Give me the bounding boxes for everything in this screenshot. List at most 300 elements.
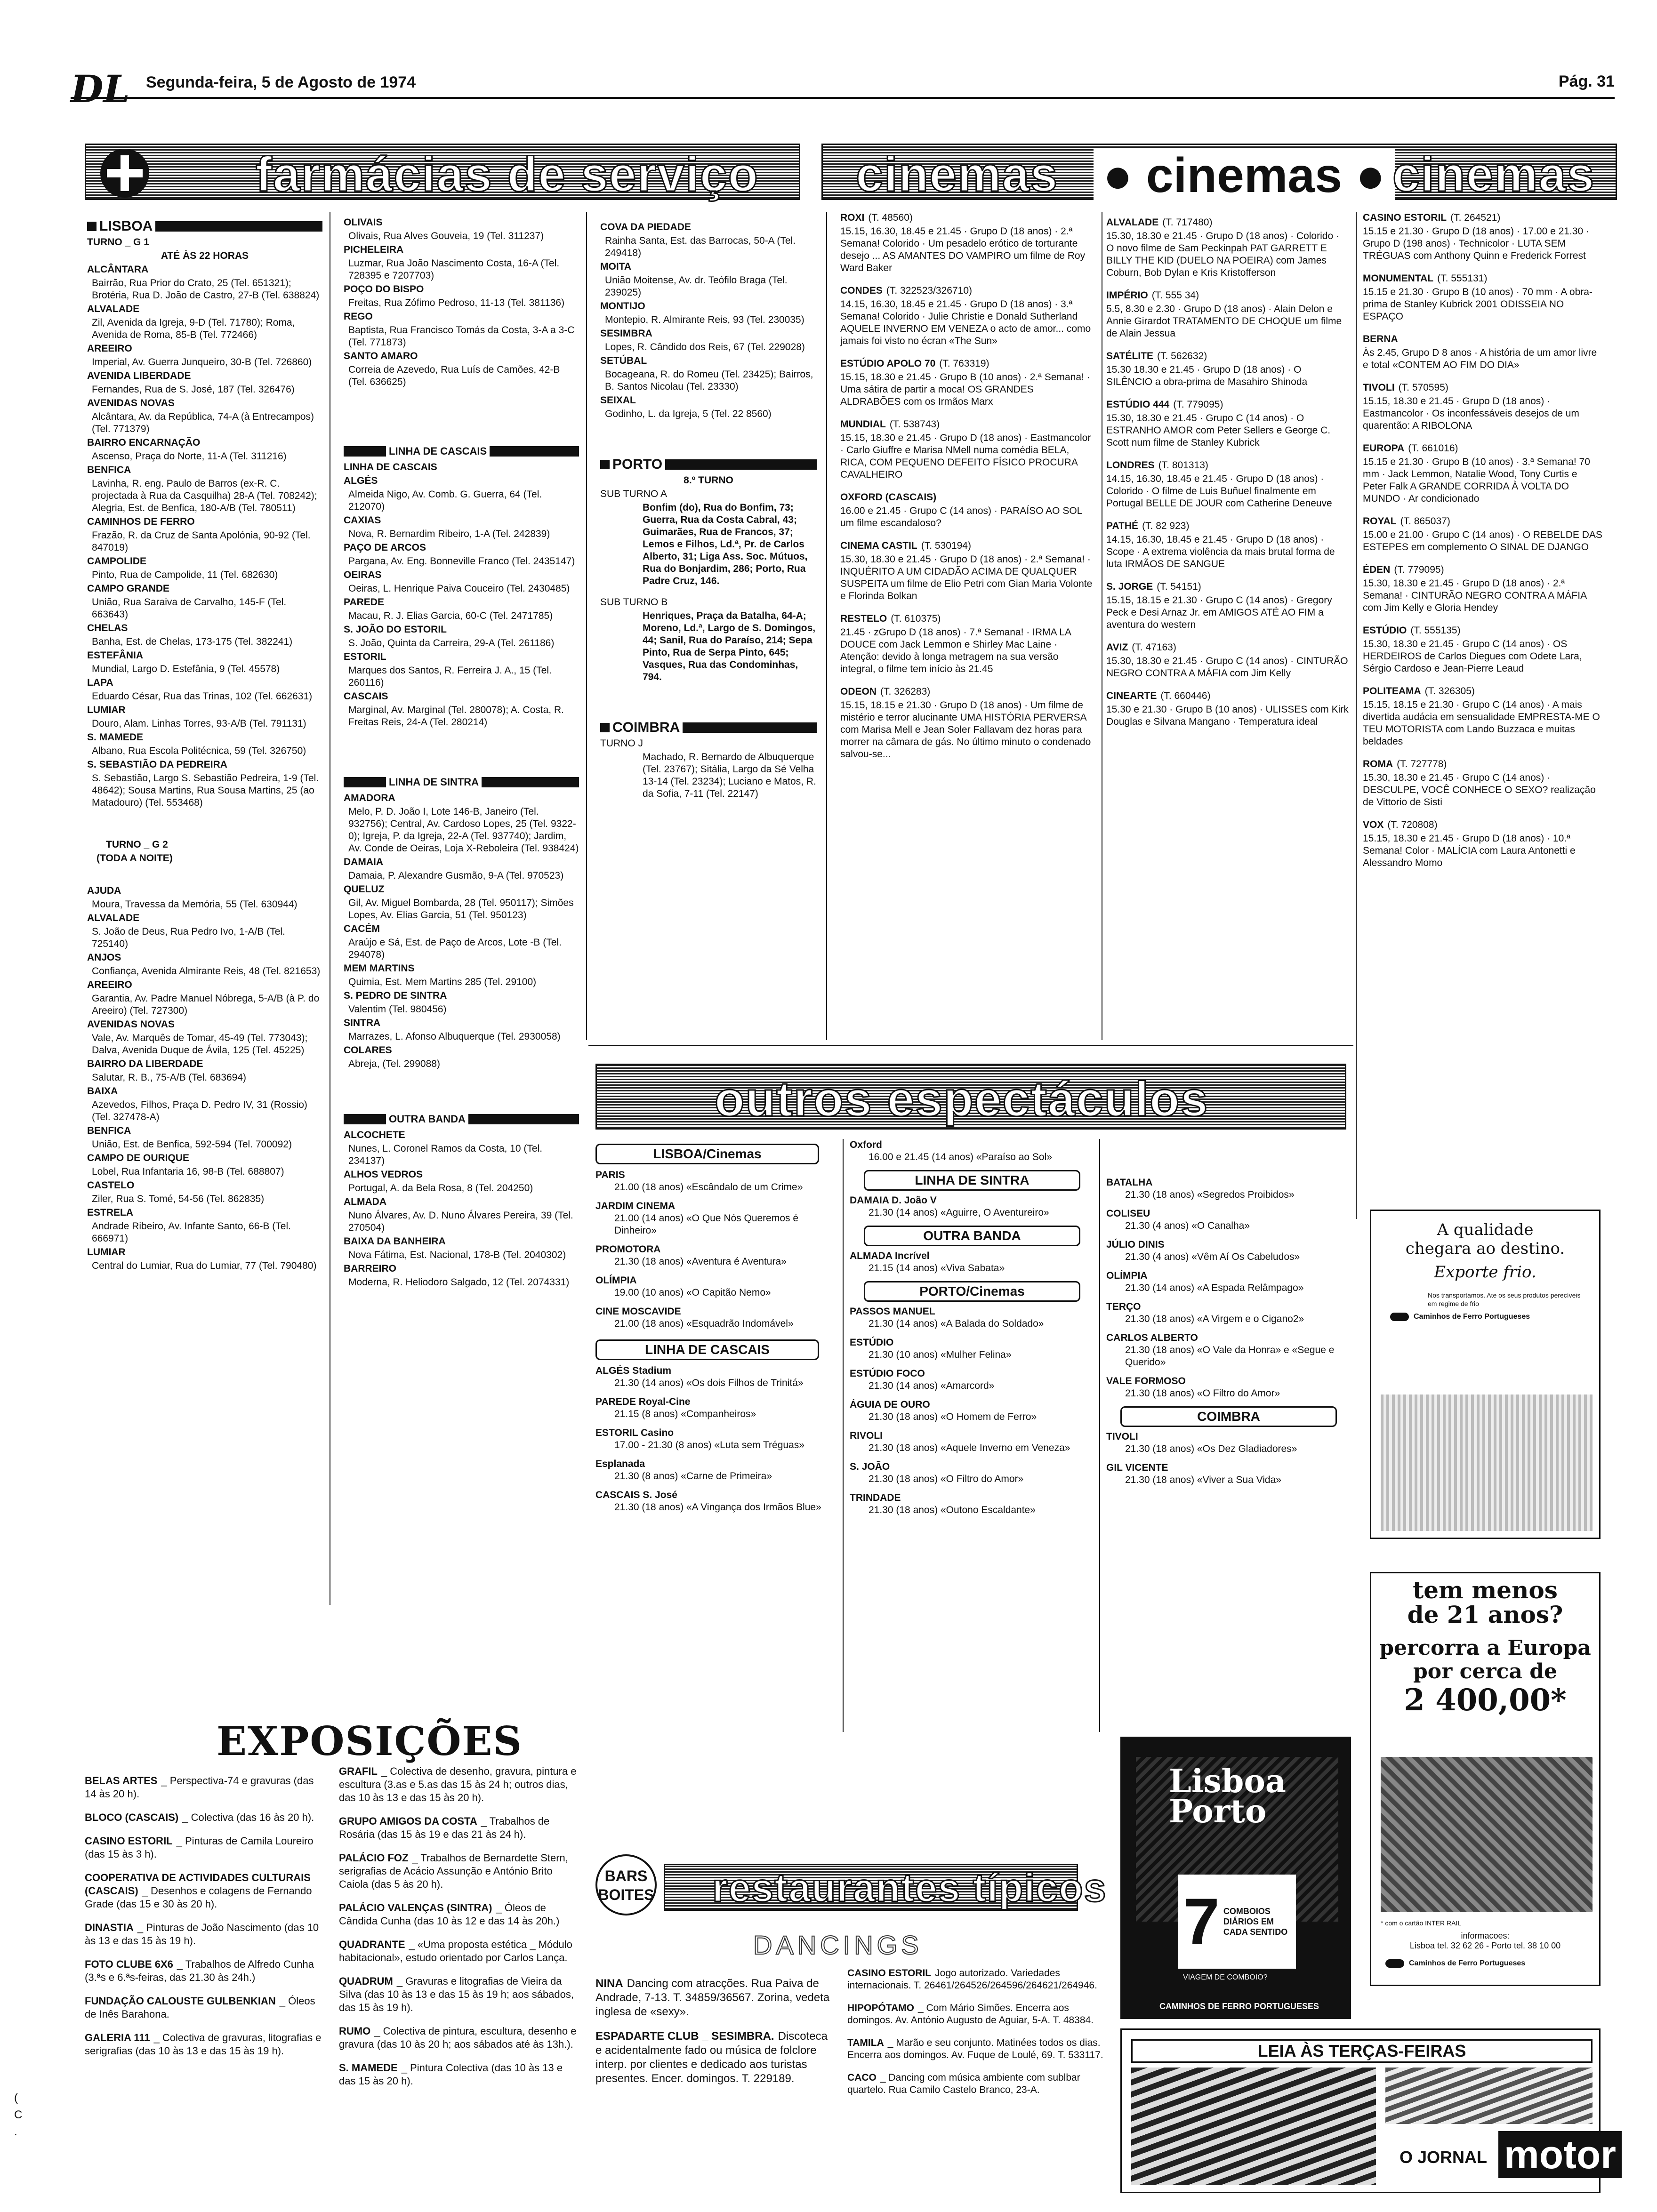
- pharmacy-entry: [87, 464, 322, 476]
- refrigerated-wagon-photo: [1381, 1395, 1593, 1531]
- pharmacy-entry: [344, 350, 579, 362]
- cinema-phone: (T. 326305): [1424, 686, 1475, 697]
- ad-porto-text: Porto: [1169, 1793, 1267, 1830]
- cinema-name: POLITEAMA: [1363, 686, 1421, 697]
- pharmacy-entry: [344, 1196, 579, 1208]
- cinema-body: [1363, 456, 1603, 505]
- locality-name: BAIXA DA BANHEIRA: [344, 1236, 446, 1247]
- cinema-name: BERNA: [1363, 334, 1398, 345]
- ad-lisboa-text: Lisboa: [1169, 1763, 1286, 1800]
- lisboa-label: LISBOA: [99, 218, 153, 234]
- listing-entry: [595, 1977, 836, 2019]
- outros-column-1: [595, 1139, 838, 1732]
- cinema-phone: (T. 54151): [1157, 581, 1201, 592]
- porto-label: PORTO: [612, 457, 663, 472]
- show-listing: [1106, 1462, 1351, 1486]
- cinema-name: SATÉLITE: [1106, 351, 1153, 361]
- show-details: 21.00 (18 anos) «Escândalo de um Crime»: [614, 1182, 803, 1193]
- pharmacy-entry: [87, 397, 322, 409]
- venue-name: OLÍMPIA: [1106, 1270, 1148, 1281]
- pharmacies-banner-title: farmácias de serviço: [256, 147, 759, 202]
- show-details: 21.30 (18 anos) «Os Dez Gladiadores»: [1125, 1443, 1297, 1454]
- cinema-details: 15.15 e 21.30 · Grupo D (18 anos) · 17.00 e 21.30 · Grupo D (198 anos) · Technicolor · LUTA SEM TRÉGUAS com Anthony Quinn e Frederick Forrest: [1363, 226, 1589, 261]
- cp-ad2-brand: [1385, 1959, 1525, 1968]
- listing-name: RUMO: [339, 2025, 371, 2037]
- pharmacy-entry: [600, 261, 817, 273]
- cinema-body: [1106, 230, 1349, 279]
- pharmacy-details: Marginal, Av. Marginal (Tel. 280078); A. Costa, R. Freitas Reis, 24-A (Tel. 280214): [348, 705, 564, 728]
- listing-entry: [595, 2029, 836, 2086]
- pharmacy-details: Bocageana, R. do Romeu (Tel. 23425); Bairros, B. Santos Nicolau (Tel. 23330): [605, 369, 813, 392]
- pharmacy-entry: [87, 704, 322, 716]
- pharmacy-details: Andrade Ribeiro, Av. Infante Santo, 66-B (Tel. 666971): [92, 1221, 291, 1244]
- outra-banda-list-continued: [600, 221, 817, 420]
- listing-name: GALERIA 111: [85, 2032, 150, 2044]
- cinema-header: [1106, 459, 1349, 472]
- listing-details: _ Desenhos e colagens de Fernando Grade (das 15 e 30 às 20 h).: [85, 1885, 312, 1910]
- locality-name: ESTEFÂNIA: [87, 650, 144, 661]
- listing-entry: [339, 2025, 579, 2051]
- cinema-name: ESTÚDIO 444: [1106, 399, 1170, 410]
- pharmacy-entry: [87, 885, 322, 897]
- pharmacy-entry: [87, 649, 322, 662]
- cinema-details: 5.5, 8.30 e 2.30 · Grupo D (18 anos) · Alain Delon e Annie Girardot TRATAMENTO DE CHOQUE um filme de Alain Jessua: [1106, 304, 1342, 339]
- cinema-header: [840, 686, 1094, 698]
- listing-entry: [847, 2002, 1111, 2027]
- locality-name: CHELAS: [87, 623, 128, 633]
- show-listing: [850, 1461, 1094, 1485]
- listing-name: DINASTIA: [85, 1922, 134, 1933]
- listing-name: CACO: [847, 2072, 877, 2083]
- cinema-details: 15.30, 18.30 e 21.45 · Grupo C (14 anos) · CINTURÃO NEGRO CONTRA A MÁFIA com Jim Kelly: [1106, 656, 1348, 679]
- pharmacy-details: Luzmar, Rua João Nascimento Costa, 16-A (Tel. 728395 e 7207703): [348, 258, 560, 281]
- cinema-listing: [1363, 625, 1603, 675]
- cinema-listing: [840, 418, 1094, 481]
- seven-trains-box: [1178, 1875, 1296, 1969]
- listing-name: S. MAMEDE: [339, 2062, 398, 2074]
- pharmacy-details: Ziler, Rua S. Tomé, 54-56 (Tel. 862835): [92, 1194, 265, 1204]
- pharmacy-details: Gil, Av. Miguel Bombarda, 28 (Tel. 950117); Simões Lopes, Av. Elias Garcia, 51 (Tel. 950123): [348, 898, 574, 921]
- inter-rail-ad: [1370, 1572, 1601, 1986]
- locality-name: ANJOS: [87, 952, 121, 963]
- pharmacy-details: Albano, Rua Escola Politécnica, 59 (Tel. 326750): [92, 745, 306, 756]
- cinema-listing: [1106, 520, 1349, 570]
- pharmacy-entry: [344, 923, 579, 935]
- show-listing: [595, 1274, 838, 1299]
- pharmacy-entry: [87, 1018, 322, 1031]
- cinema-details: 15.30 e 21.30 · Grupo B (10 anos) · ULISSES com Kirk Douglas e Silvana Mangano · Temperatura ideal: [1106, 704, 1349, 727]
- cinema-listing: [1363, 272, 1603, 323]
- coimbra-section-header: [600, 721, 817, 734]
- cinema-phone: (T. 779095): [1394, 564, 1444, 575]
- viagem-text: VIAGEM DE COMBOIO?: [1183, 1973, 1268, 1981]
- listing-name: CASINO ESTORIL: [847, 1968, 932, 1979]
- pharmacies-banner: [85, 144, 800, 200]
- show-listing: [595, 1458, 838, 1483]
- pharmacy-entry: [87, 1152, 322, 1164]
- pharmacy-entry: [600, 408, 817, 420]
- locality-name: POÇO DO BISPO: [344, 284, 424, 295]
- pharmacy-details: União, Rua Saraiva de Carvalho, 145-F (Tel. 663643): [92, 597, 287, 620]
- cinema-listing: [1363, 685, 1603, 748]
- cinema-phone: (T. 555 34): [1151, 290, 1199, 301]
- venue-name: S. JOÃO: [850, 1461, 890, 1472]
- locality-name: MOITA: [600, 261, 632, 272]
- locality-name: SINTRA: [344, 1018, 381, 1028]
- cinema-name: LONDRES: [1106, 460, 1155, 471]
- sub-turno-a-label: SUB TURNO A: [600, 489, 667, 499]
- sintra-section-header: [344, 776, 579, 788]
- cinema-listing: [840, 686, 1094, 761]
- cinema-listing: [1363, 564, 1603, 614]
- pharmacy-entry: [87, 912, 322, 924]
- pharmacy-details: Moderna, R. Heliodoro Salgado, 12 (Tel. 2074331): [348, 1277, 570, 1288]
- cinema-details: 14.15, 16.30, 18.45 e 21.45 · Grupo D (18 anos) · 3.ª Semana! Colorido · Julie Christie e Donald Sutherland AQUELE INVERNO EM VENEZA o acto de amor... como jamais foi visto no écran «The Sun»: [840, 299, 1091, 346]
- listing-entry: [847, 2037, 1111, 2061]
- locality-name: ALVALADE: [87, 913, 140, 923]
- pharmacy-entry: [87, 636, 322, 648]
- pharmacy-entry: [87, 979, 322, 991]
- pharmacy-entry: [600, 235, 817, 259]
- cinemas-column-1: [840, 212, 1094, 1040]
- show-details: 21.30 (18 anos) «A Vingança dos Irmãos Blue»: [614, 1502, 821, 1513]
- listing-details: _ «Uma proposta estética _ Módulo habitacional», estudo orientado por Carlos Lança.: [339, 1939, 572, 1964]
- locality-name: ALVALADE: [87, 304, 140, 314]
- listing-name: CASINO ESTORIL: [85, 1835, 173, 1847]
- cinema-listing: [1363, 382, 1603, 432]
- cinema-listing: [840, 358, 1094, 408]
- venue-name: PASSOS MANUEL: [850, 1306, 935, 1317]
- cinema-listing: [1106, 641, 1349, 680]
- listing-entry: [85, 1835, 325, 1861]
- pharmacy-entry: [600, 274, 817, 299]
- pharmacy-details: Mundial, Largo D. Estefânia, 9 (Tel. 45578): [92, 664, 280, 674]
- pharmacy-entry: [344, 870, 579, 882]
- show-details: 21.15 (8 anos) «Companheiros»: [614, 1409, 756, 1419]
- pharmacy-entry: [344, 297, 579, 309]
- cascais-subtitle: LINHA DE CASCAIS: [344, 462, 437, 473]
- pharmacies-column-3: [600, 221, 817, 1040]
- show-details: 16.00 e 21.45 (14 anos) «Paraíso ao Sol»: [869, 1152, 1052, 1162]
- show-listing: [850, 1194, 1094, 1219]
- pharmacy-entry: [344, 542, 579, 554]
- pharmacy-details: Pinto, Rua de Campolide, 11 (Tel. 682630): [92, 569, 278, 580]
- locality-name: AREEIRO: [87, 979, 132, 990]
- show-details: 21.00 (18 anos) «Esquadrão Indomável»: [614, 1318, 794, 1329]
- cinema-listing: [840, 212, 1094, 274]
- pharmacy-entry: [87, 759, 322, 771]
- locality-name: AJUDA: [87, 885, 121, 896]
- show-details: 21.30 (14 anos) «Amarcord»: [869, 1380, 995, 1391]
- cinema-name: CONDES: [840, 285, 883, 296]
- show-listing: [850, 1368, 1094, 1392]
- locality-name: AVENIDAS NOVAS: [87, 1019, 175, 1030]
- venue-name: ESTÚDIO: [850, 1337, 894, 1348]
- listing-entry: [85, 1774, 325, 1801]
- cinema-name: RESTELO: [840, 613, 887, 624]
- show-details: 21.30 (18 anos) «Outono Escaldante»: [869, 1505, 1036, 1515]
- pharmacy-entry: [344, 283, 579, 296]
- pharmacy-entry: [87, 437, 322, 449]
- locality-name: SEIXAL: [600, 395, 636, 406]
- porto-section-header: [600, 458, 817, 471]
- pharmacy-entry: [87, 1125, 322, 1137]
- listing-entry: [85, 1958, 325, 1984]
- pharmacy-entry: [87, 478, 322, 514]
- pharmacy-details: Freitas, Rua Zófimo Pedroso, 11-13 (Tel. 381136): [348, 297, 565, 308]
- locality-name: OLIVAIS: [344, 217, 383, 228]
- cp-logo-icon: [1390, 1313, 1409, 1321]
- cinema-header: [1106, 216, 1349, 229]
- pharmacy-entry: [87, 731, 322, 744]
- locality-name: MEM MARTINS: [344, 963, 415, 974]
- locality-name: REGO: [344, 311, 373, 322]
- listing-name: GRUPO AMIGOS DA COSTA: [339, 1815, 477, 1827]
- cinema-body: [840, 553, 1094, 602]
- cinema-phone: (T. 326283): [880, 686, 931, 697]
- show-details: 21.00 (14 anos) «O Que Nós Queremos é Dinheiro»: [614, 1213, 799, 1236]
- cp-ad-line-2: chegara ao destino.: [1405, 1239, 1565, 1258]
- pharmacy-details: União Moitense, Av. dr. Teófilo Braga (Tel. 239025): [605, 275, 788, 298]
- pharmacy-details: Godinho, L. da Igreja, 5 (Tel. 22 8560): [605, 409, 772, 419]
- listing-entry: [847, 2072, 1111, 2096]
- cinema-body: [1363, 529, 1603, 553]
- cinema-phone: (T. 555131): [1437, 273, 1488, 284]
- pharmacy-entry: [87, 317, 322, 341]
- listing-details: Discoteca e acidentalmente fado ou música de folclore interp. por clientes e dedicado aos turistas presentes. Encer. domingos. T. 229189.: [595, 2030, 828, 2085]
- cinema-phone: (T. 264521): [1450, 212, 1501, 223]
- pharmacy-entry: [87, 745, 322, 757]
- cinema-details: 15.15 e 21.30 · Grupo B (10 anos) · 70 mm · A obra-prima de Stanley Kubrick 2001 ODISSEIA NO ESPAÇO: [1363, 287, 1593, 322]
- pharmacy-entry: [87, 1166, 322, 1178]
- locality-name: QUELUZ: [344, 884, 385, 895]
- cinema-body: [1106, 655, 1349, 680]
- venue-name: ALGÉS Stadium: [595, 1365, 672, 1376]
- cinema-body: [1106, 303, 1349, 340]
- cinema-name: AVIZ: [1106, 642, 1128, 653]
- pharmacy-entry: [344, 1235, 579, 1248]
- listing-name: TAMILA: [847, 2037, 884, 2048]
- locality-name: S. MAMEDE: [87, 732, 144, 743]
- pharmacy-entry: [344, 1263, 579, 1275]
- cinema-listing: [840, 613, 1094, 675]
- cascais-cinemas-box: LINHA DE CASCAIS: [595, 1339, 819, 1360]
- listing-name: GRAFIL: [339, 1765, 378, 1777]
- cinema-listing: [1106, 690, 1349, 728]
- motor-ad-line-1: LEIA ÀS TERÇAS-FEIRAS: [1131, 2039, 1593, 2063]
- pharmacy-details: S. João, Quinta da Carreira, 29-A (Tel. 261186): [348, 638, 555, 649]
- dancings-column-1: [595, 1977, 836, 2193]
- locality-name: CAXIAS: [344, 515, 381, 526]
- venue-name: Esplanada: [595, 1459, 645, 1469]
- cinema-listing: [1106, 289, 1349, 340]
- pharmacy-entry: [344, 1058, 579, 1070]
- cinema-phone: (T. 47163): [1132, 642, 1176, 653]
- cinema-name: ÉDEN: [1363, 564, 1391, 575]
- listing-details: Jogo autorizado. Variedades internacionais. T. 26461/264526/264596/264621/264946.: [847, 1968, 1097, 1991]
- pharmacy-entry: [87, 622, 322, 634]
- show-details: 21.30 (18 anos) «O Filtro do Amor»: [869, 1474, 1024, 1484]
- cinema-details: 15.30, 18.30 e 21.45 · Grupo C (14 anos) · OS HERDEIROS de Carlos Diegues com Odete Lara, Sérgio Cardoso e Jean-Pierre Leaud: [1363, 639, 1582, 674]
- pharmacy-details: Pargana, Av. Eng. Bonneville Franco (Tel. 2435147): [348, 556, 575, 567]
- listing-entry: [339, 1851, 579, 1891]
- pharmacy-entry: [87, 411, 322, 435]
- listing-details: _ Com Mário Simões. Encerra aos domingos. Av. António Augusto de Aguiar, 5-A. T. 48384.: [847, 2003, 1094, 2026]
- listing-details: _ Trabalhos de Alfredo Cunha (3.ªs e 6.ªs-feiras, das 21.30 às 24h.): [85, 1958, 314, 1983]
- listing-entry: [85, 1871, 325, 1911]
- pharmacy-entry: [344, 596, 579, 609]
- pharmacy-entry: [344, 1276, 579, 1289]
- cinema-phone: (T. 727778): [1397, 759, 1447, 769]
- cinema-header: [1363, 758, 1603, 770]
- cinema-name: CINEARTE: [1106, 690, 1157, 701]
- locality-name: ESTRELA: [87, 1207, 134, 1218]
- locality-name: ALCOCHETE: [344, 1130, 405, 1140]
- listing-details: _ Óleos de Cândida Cunha (das 10 às 12 e das 14 às 20h.): [339, 1902, 560, 1927]
- outra-banda-section-header: [344, 1113, 579, 1125]
- pharmacy-entry: [344, 583, 579, 595]
- pharmacy-details: Lavinha, R. eng. Paulo de Barros (ex-R. C. projectada à Rua da Casquilha) 28-A (Tel. 708242); Alegria, Est. de Benfica, 180-A/B (Tel. 780511): [92, 478, 317, 513]
- pharmacy-details: Fernandes, Rua de S. José, 187 (Tel. 326476): [92, 384, 295, 395]
- cinema-header: [1363, 212, 1603, 224]
- listing-details: _ Colectiva de pintura, escultura, desenho e gravura (das 10 às 20 h; aos sábados até às 13h.).: [339, 2025, 577, 2050]
- cinema-body: [840, 699, 1094, 761]
- cinema-phone: (T. 779095): [1173, 399, 1223, 410]
- pharmacy-cross-icon: [100, 149, 149, 198]
- pharmacy-entry: [87, 1138, 322, 1151]
- listing-name: BLOCO (CASCAIS): [85, 1811, 179, 1823]
- pharmacy-entry: [87, 529, 322, 554]
- locality-name: S. JOÃO DO ESTORIL: [344, 624, 447, 635]
- listing-name: ESPADARTE CLUB _ SESIMBRA.: [595, 2030, 774, 2043]
- pharmacy-details: Douro, Alam. Linhas Torres, 93-A/B (Tel. 791131): [92, 718, 306, 729]
- locality-name: PAÇO DE ARCOS: [344, 542, 426, 553]
- pharmacy-details: Ascenso, Praça do Norte, 11-A (Tel. 311216): [92, 451, 287, 462]
- show-details: 21.30 (18 anos) «Aventura é Aventura»: [614, 1256, 787, 1267]
- sub-turno-b-label: SUB TURNO B: [600, 597, 668, 608]
- venue-name: ESTORIL Casino: [595, 1427, 674, 1438]
- cinema-phone: (T. 763319): [939, 358, 989, 369]
- cinema-details: 15.15, 18.30 e 21.45 · Grupo D (18 anos) · 10.ª Semana! Color · MALÍCIA com Laura Antonetti e Alessandro Momo: [1363, 833, 1576, 868]
- pharmacy-entry: [344, 230, 579, 242]
- pharmacy-details: Alcântara, Av. da República, 74-A (à Entrecampos) (Tel. 771379): [92, 411, 314, 434]
- pharmacy-entry: [344, 637, 579, 649]
- venue-name: PARIS: [595, 1170, 625, 1180]
- pharmacy-details: União, Est. de Benfica, 592-594 (Tel. 700092): [92, 1139, 292, 1150]
- pharmacy-entry: [600, 369, 817, 393]
- cascais-list: [344, 475, 579, 729]
- show-details: 21.30 (4 anos) «O Canalha»: [1125, 1220, 1250, 1231]
- pharmacy-entry: [87, 772, 322, 809]
- cinema-body: [1363, 772, 1603, 809]
- pharmacy-entry: [87, 1099, 322, 1123]
- show-details: 21.30 (18 anos) «Segredos Proibidos»: [1125, 1189, 1295, 1200]
- cinema-details: 14.15, 16.30, 18.45 e 21.45 · Grupo D (18 anos) · Colorido · O filme de Luis Buñuel finalmente em Portugal BELLE DE JOUR com Catherine Deneuve: [1106, 473, 1332, 509]
- outros-column-2: [850, 1139, 1094, 1732]
- show-listing: [850, 1337, 1094, 1361]
- outra-banda-list: [344, 1129, 579, 1289]
- cinema-phone: (T. 82 923): [1142, 521, 1190, 531]
- listing-details: _ Colectiva (das 16 às 20 h).: [182, 1811, 314, 1823]
- coimbra-cinemas-box: COIMBRA: [1120, 1406, 1337, 1427]
- show-listing: [1106, 1208, 1351, 1232]
- show-listing: [595, 1169, 838, 1194]
- cinema-phone: (T. 720808): [1387, 819, 1438, 830]
- cinema-name: PATHÉ: [1106, 521, 1139, 531]
- pharmacy-details: Lopes, R. Cândido dos Reis, 67 (Tel. 229028): [605, 342, 805, 353]
- pharmacy-details: Moura, Travessa da Memória, 55 (Tel. 630944): [92, 899, 298, 910]
- locality-name: SETÚBAL: [600, 355, 647, 366]
- show-listing: [1106, 1332, 1351, 1369]
- pharmacy-entry: [600, 328, 817, 340]
- listing-entry: [339, 2061, 579, 2088]
- cinema-header: [1363, 564, 1603, 576]
- locality-name: BAIRRO ENCARNAÇÃO: [87, 437, 201, 448]
- seven-number: 7: [1183, 1884, 1220, 1958]
- locality-name: ALMADA: [344, 1196, 386, 1207]
- listing-entry: [339, 1938, 579, 1964]
- outra-banda-section-title: OUTRA BANDA: [389, 1113, 466, 1125]
- cinema-name: ROMA: [1363, 759, 1393, 769]
- sub-turno-b-text: Henriques, Praça da Batalha, 64-A; Moreno, Ld.ª, Largo de S. Domingos, 44; Sanil, Rua do Paraíso, 214; Sepa Pinto, Rua de Serpa Pinto, 645; Vasques, Rua das Condominhas, 794.: [643, 610, 816, 682]
- cinema-details: 21.45 · zGrupo D (18 anos) · 7.ª Semana! · IRMA LA DOUCE com Jack Lemmon e Shirley Mac Laine · Atenção: devido à longa metragem na sua versão integral, o filme tem início às 21.45: [840, 627, 1071, 674]
- pharmacy-entry: [344, 962, 579, 975]
- cinema-listing: [1363, 333, 1603, 371]
- venue-name: TRINDADE: [850, 1492, 901, 1503]
- show-listing: [595, 1365, 838, 1389]
- locality-name: AMADORA: [344, 793, 395, 803]
- listing-entry: [339, 1765, 579, 1804]
- pharmacy-entry: [344, 1143, 579, 1167]
- pharmacy-entry: [87, 1207, 322, 1219]
- venue-name: COLISEU: [1106, 1208, 1150, 1219]
- listing-name: COOPERATIVA DE ACTIVIDADES CULTURAIS (CASCAIS): [85, 1872, 311, 1897]
- pharmacy-details: Marrazes, L. Afonso Albuquerque (Tel. 2930058): [348, 1031, 561, 1042]
- cinema-name: VOX: [1363, 819, 1384, 830]
- pharmacy-entry: [87, 993, 322, 1017]
- show-listing: [850, 1139, 1094, 1163]
- cinema-header: [1106, 690, 1349, 702]
- euro-footnote: * com o cartão INTER RAIL: [1381, 1919, 1462, 1927]
- cinema-phone: (T. 801313): [1158, 460, 1208, 471]
- cinema-body: [1106, 704, 1349, 728]
- show-listing: [595, 1396, 838, 1420]
- cinema-name: IMPÉRIO: [1106, 290, 1148, 301]
- locality-name: COVA DA PIEDADE: [600, 222, 691, 232]
- show-details: 21.30 (14 anos) «A Espada Relâmpago»: [1125, 1282, 1304, 1293]
- bars-boites-badge: [595, 1854, 657, 1915]
- pharmacy-entry: [344, 1249, 579, 1261]
- pharmacy-entry: [344, 1017, 579, 1029]
- pharmacy-entry: [600, 394, 817, 407]
- cinema-name: S. JORGE: [1106, 581, 1153, 592]
- euro-line-4: por cerca de: [1413, 1659, 1557, 1683]
- cinema-name: ESTÚDIO APOLO 70: [840, 358, 936, 369]
- show-listing: [1106, 1177, 1351, 1201]
- pharmacy-details: Lobel, Rua Infantaria 16, 98-B (Tel. 688807): [92, 1166, 284, 1177]
- venue-name: TIVOLI: [1106, 1431, 1138, 1442]
- exposicoes-column-2: [339, 1765, 579, 2188]
- pharmacy-entry: [344, 976, 579, 988]
- pharmacy-entry: [87, 303, 322, 315]
- cinema-details: 16.00 e 21.45 · Grupo C (14 anos) · PARAÍSO AO SOL um filme escandaloso?: [840, 505, 1082, 529]
- locality-name: MONTIJO: [600, 301, 645, 312]
- cinema-details: 14.15, 16.30, 18.45 e 21.45 · Grupo D (18 anos) · Scope · A extrema violência da mais brutal forma de luta IRMÃOS DE SANGUE: [1106, 534, 1335, 569]
- locality-name: COLARES: [344, 1045, 392, 1056]
- outros-column-3: [1106, 1177, 1351, 1732]
- show-listing: [595, 1489, 838, 1514]
- cinema-listing: [840, 285, 1094, 347]
